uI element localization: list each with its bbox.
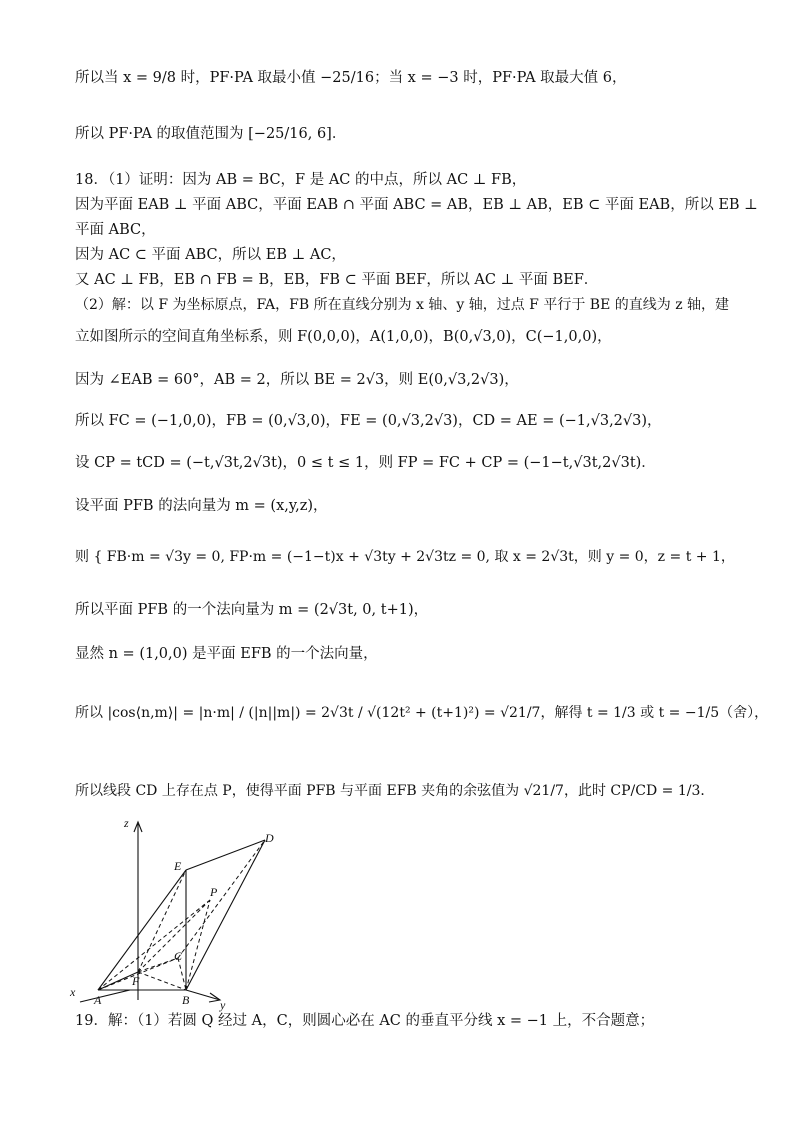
y-axis [186,990,220,1000]
geometry-figure [60,812,300,1017]
edge-AE [98,870,186,990]
line-6: 因为 AC ⊂ 平面 ABC，所以 EB ⊥ AC， [75,247,346,263]
line-18: 所以线段 CD 上存在点 P，使得平面 PFB 与平面 EFB 夹角的余弦值为 √21/7，此时 CP/CD = 1/3． [75,783,715,799]
label-D: D [265,831,274,845]
label-z: z [124,816,129,830]
line-15: 所以平面 PFB 的一个法向量为 m = (2√3t, 0, t+1)， [75,602,429,618]
edge-BP [186,900,210,990]
line-17: 所以 |cos⟨n,m⟩| = |n·m| / (|n||m|) = 2√3t / √(12t² + (t+1)²) = √21/7，解得 t = 1/3 或 t = −1/5（舍）， [75,705,769,721]
line-16: 显然 n = (1,0,0) 是平面 EFB 的一个法向量， [75,646,378,662]
line-2: 所以 PF·PA 的取值范围为 [−25/16, 6]． [75,126,347,142]
x-axis [80,990,130,1002]
edge-CD [178,840,265,958]
line-8: （2）解：以 F 为坐标原点，FA，FB 所在直线分别为 x 轴、y 轴，过点 F 平行于 BE 的直线为 z 轴，建 [75,297,730,313]
label-F: F [132,974,140,988]
label-x: x [70,985,76,999]
label-B: B [182,993,190,1007]
edge-BD [186,840,265,990]
edge-FB [138,972,186,990]
line-7: 又 AC ⊥ FB，EB ∩ FB = B，EB，FB ⊂ 平面 BEF，所以 AC ⊥ 平面 BEF． [75,272,599,288]
line-3: 18．（1）证明：因为 AB = BC，F 是 AC 的中点，所以 AC ⊥ FB， [75,172,527,188]
line-11: 所以 FC = (−1,0,0)，FB = (0,√3,0)，FE = (0,√3,2√3)，CD = AE = (−1,√3,2√3)， [75,413,662,429]
label-y: y [220,998,226,1012]
line-12: 设 CP = tCD = (−t,√3t,2√3t)，0 ≤ t ≤ 1，则 FP = FC + CP = (−1−t,√3t,2√3t)． [75,455,656,471]
line-10: 因为 ∠EAB = 60°，AB = 2，所以 BE = 2√3，则 E(0,√3,2√3)， [75,372,519,388]
line-5: 平面 ABC， [75,222,156,238]
line-4: 因为平面 EAB ⊥ 平面 ABC，平面 EAB ∩ 平面 ABC = AB，EB ⊥ AB，EB ⊂ 平面 EAB，所以 EB ⊥ [75,197,758,213]
line-1: 所以当 x = 9/8 时，PF·PA 取最小值 −25/16；当 x = −3 时，PF·PA 取最大值 6， [75,70,627,86]
line-19: 19．解：（1）若圆 Q 经过 A，C，则圆心必在 AC 的垂直平分线 x = −1 上，不合题意； [75,1013,655,1029]
line-9: 立如图所示的空间直角坐标系，则 F(0,0,0)，A(1,0,0)，B(0,√3,0)，C(−1,0,0)， [75,329,612,345]
line-14: 则 { FB·m = √3y = 0, FP·m = (−1−t)x + √3ty + 2√3tz = 0, 取 x = 2√3t，则 y = 0，z = t + 1， [75,549,735,565]
edge-ED [186,840,265,870]
label-C: C [174,949,183,963]
label-P: P [210,885,218,899]
line-13: 设平面 PFB 的法向量为 m = (x,y,z)， [75,498,328,514]
label-A: A [94,993,102,1007]
label-E: E [174,859,182,873]
